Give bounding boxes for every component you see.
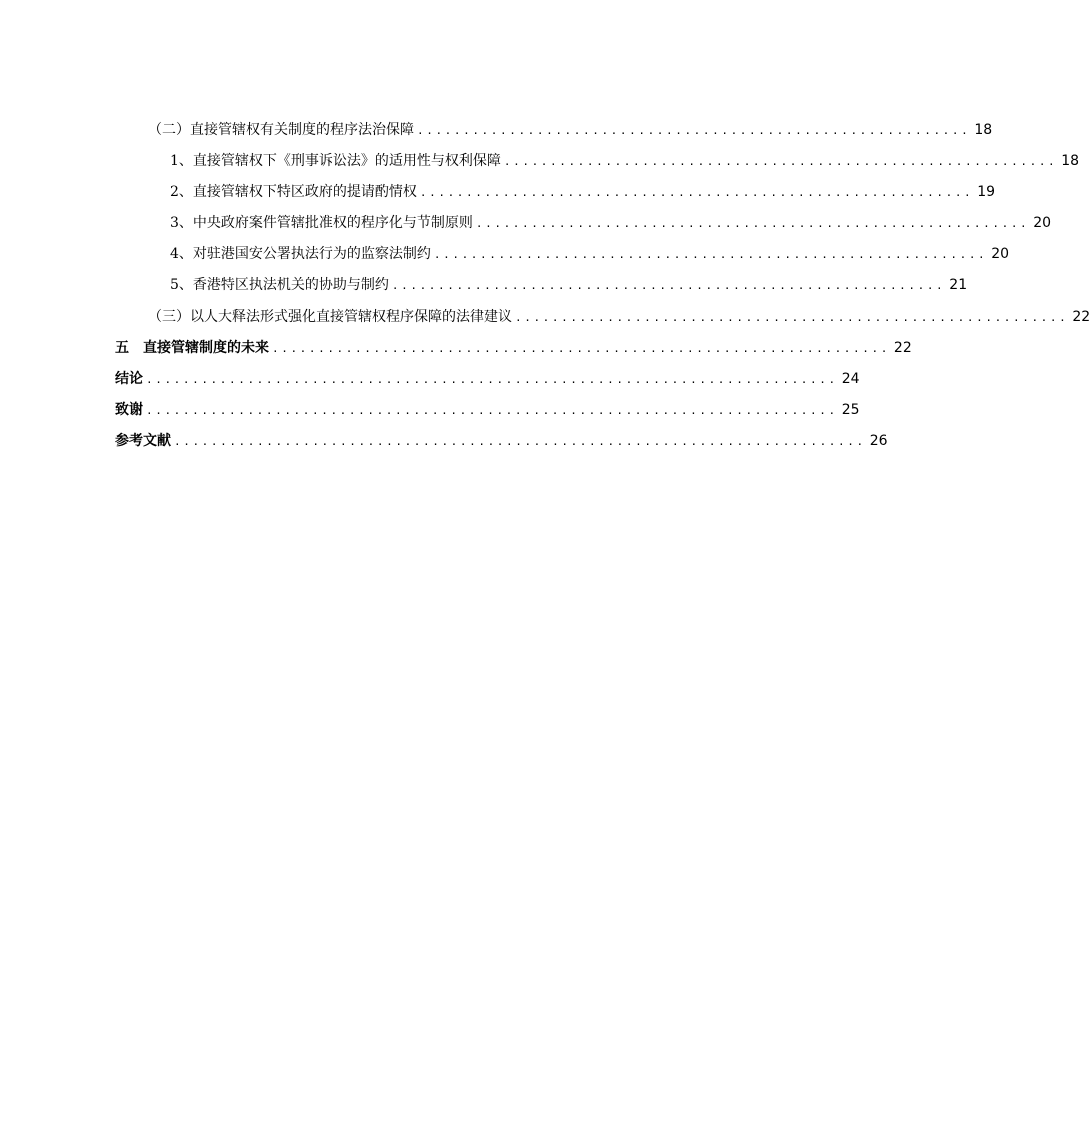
toc-entry[interactable] <box>170 181 996 203</box>
toc-entry-page: 19 <box>977 184 996 200</box>
toc-leader-dots: ............................................................ <box>503 155 1058 168</box>
toc-entry[interactable] <box>170 150 1080 172</box>
toc-entry-page: 25 <box>841 402 860 418</box>
toc-entry[interactable] <box>148 306 1090 328</box>
toc-entry-title: （三）以人大释法形式强化直接管辖权程序保障的法律建议 <box>148 309 512 325</box>
toc-entry-page: 24 <box>841 371 860 387</box>
toc-entry[interactable] <box>115 368 860 390</box>
toc-entry-title: 5、香港特区执法机关的协助与制约 <box>170 277 389 293</box>
toc-leader-dots: ............................................................ <box>417 124 971 137</box>
toc-entry[interactable] <box>170 243 1010 265</box>
toc-entry-title: 五 直接管辖制度的未来 <box>115 340 269 356</box>
toc-entry-title: 1、直接管辖权下《刑事诉讼法》的适用性与权利保障 <box>170 153 501 169</box>
toc-entry[interactable] <box>115 399 860 421</box>
toc-entry-title: 参考文献 <box>115 433 171 449</box>
toc-leader-dots: ........................................................................... <box>174 435 866 448</box>
toc-entry-title: 致谢 <box>115 402 143 418</box>
toc-entry-page: 22 <box>1072 309 1090 325</box>
toc-entry-page: 20 <box>991 246 1010 262</box>
toc-leader-dots: ............................................................ <box>475 217 1030 230</box>
toc-leader-dots: ............................................................ <box>433 248 988 261</box>
toc-entry[interactable] <box>115 337 912 359</box>
toc-entry-page: 18 <box>1061 153 1080 169</box>
toc-entry[interactable] <box>170 274 968 296</box>
toc-entry-page: 21 <box>949 277 968 293</box>
toc-entry-page: 18 <box>974 122 993 138</box>
toc-entry[interactable] <box>170 212 1052 234</box>
toc-entry[interactable] <box>148 119 993 141</box>
toc-leader-dots: ............................................................ <box>515 311 1069 324</box>
toc-entry-page: 22 <box>893 340 912 356</box>
toc-leader-dots: ................................................................... <box>272 342 890 355</box>
toc-entry[interactable] <box>115 430 888 452</box>
toc-leader-dots: ............................................................ <box>419 186 974 199</box>
toc-entry-page: 20 <box>1033 215 1052 231</box>
toc-entry-page: 26 <box>869 433 888 449</box>
toc-entry-title: 3、中央政府案件管辖批准权的程序化与节制原则 <box>170 215 473 231</box>
toc-entry-title: 4、对驻港国安公署执法行为的监察法制约 <box>170 246 431 262</box>
toc-entry-title: 2、直接管辖权下特区政府的提请酌情权 <box>170 184 417 200</box>
toc-leader-dots: ........................................................................... <box>146 373 838 386</box>
toc-leader-dots: ........................................................................... <box>146 404 838 417</box>
toc-entry-title: 结论 <box>115 371 143 387</box>
toc-leader-dots: ............................................................ <box>391 279 946 292</box>
toc-entry-title: （二）直接管辖权有关制度的程序法治保障 <box>148 122 414 138</box>
